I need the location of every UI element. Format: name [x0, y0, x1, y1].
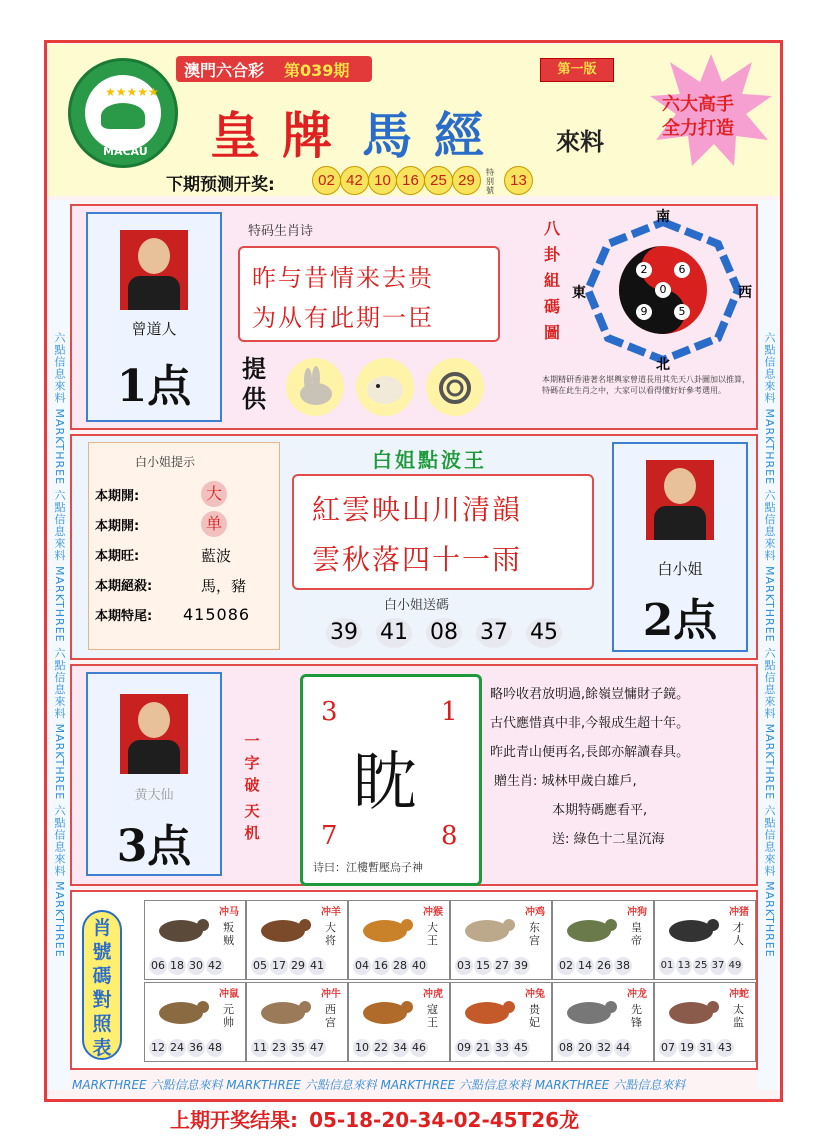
footer — [170, 1104, 690, 1134]
animal-icon — [459, 913, 515, 949]
macau-emblem-logo: ★★★★★ MACAU — [68, 58, 178, 168]
corner-num: 8 — [441, 821, 458, 851]
send-nums — [326, 618, 586, 652]
tips-box — [88, 442, 280, 650]
issue-left: 澳門六合彩 — [184, 61, 265, 80]
poem-box — [238, 246, 500, 342]
zodiac-number: 04 — [353, 957, 371, 975]
zodiac-number: 46 — [410, 1039, 428, 1057]
zodiac-numbers — [455, 1036, 531, 1057]
zodiac-number: 49 — [727, 957, 743, 975]
zodiac-number: 16 — [372, 957, 390, 975]
zodiac-number: 37 — [710, 957, 726, 975]
send-num: 08 — [426, 618, 462, 648]
bagua-diagram — [572, 209, 752, 373]
zodiac-clash: 冲牛 — [321, 989, 341, 1000]
zodiac-numbers — [149, 954, 225, 975]
zodiac-numbers — [659, 953, 744, 975]
zodiac-number: 38 — [614, 957, 632, 975]
grid-label: 肖 號 碼 對 照 表 — [82, 910, 122, 1060]
zodiac-cell — [246, 982, 348, 1062]
person-name: 黄大仙 — [134, 788, 174, 803]
provide-label: 提 供 — [242, 355, 266, 413]
logo-text: MACAU — [103, 145, 148, 158]
bagua-num: 9 — [636, 304, 652, 320]
photo-card-zeng — [86, 212, 222, 422]
points-label: 1点 — [116, 361, 192, 412]
zodiac-number: 01 — [659, 957, 675, 975]
riddle-line: 本期特碼應看平, — [552, 803, 648, 818]
zodiac-clash: 冲蛇 — [729, 989, 749, 1000]
zodiac-cell — [654, 982, 756, 1062]
guinea-pig-icon — [356, 358, 414, 416]
zodiac-title: 叛贼 — [223, 921, 234, 947]
zodiac-clash: 冲兔 — [525, 989, 545, 1000]
center-title: 白姐點波王 — [372, 448, 487, 472]
animal-icon — [357, 913, 413, 949]
special-label: 特别號 — [486, 168, 494, 195]
zodiac-number: 10 — [353, 1039, 371, 1057]
vertical-tagline: 一 字 破 天 机 — [244, 732, 260, 842]
predict-balls — [312, 166, 572, 196]
zodiac-numbers — [659, 1036, 735, 1057]
zodiac-title: 东宫 — [529, 921, 540, 947]
send-num: 45 — [526, 618, 562, 648]
zodiac-number: 17 — [270, 957, 288, 975]
animal-icon — [153, 995, 209, 1031]
dir-north: 北 — [656, 357, 670, 373]
animal-icon — [357, 995, 413, 1031]
zodiac-title: 寇王 — [427, 1003, 438, 1029]
lotus-icon — [101, 103, 145, 129]
points-label: 3点 — [116, 821, 192, 872]
zodiac-clash: 冲鼠 — [219, 989, 239, 1000]
title-char: 經 — [434, 106, 484, 165]
zodiac-number: 08 — [557, 1039, 575, 1057]
bagua-num: 6 — [674, 262, 690, 278]
zodiac-numbers — [251, 954, 327, 975]
header — [48, 44, 779, 196]
predict-label: 下期预测开奖: — [166, 175, 275, 195]
zodiac-clash: 冲鸡 — [525, 907, 545, 918]
zodiac-number: 19 — [678, 1039, 696, 1057]
zodiac-number: 18 — [168, 957, 186, 975]
zodiac-number: 36 — [187, 1039, 205, 1057]
zodiac-number: 20 — [576, 1039, 594, 1057]
riddle-line: 略吟收君放明過,餘嶺豈慵財子鏡。 — [490, 687, 690, 702]
zodiac-numbers — [557, 954, 633, 975]
animal-icon — [561, 913, 617, 949]
zodiac-title: 先锋 — [631, 1003, 642, 1029]
zodiac-number: 03 — [455, 957, 473, 975]
send-num: 41 — [376, 618, 412, 648]
zodiac-numbers — [149, 1036, 225, 1057]
riddle-line: 贈生肖: 城林甲歲白雄戶, — [494, 774, 637, 789]
zodiac-number: 12 — [149, 1039, 167, 1057]
rabbit-icon — [286, 358, 344, 416]
zodiac-grid — [144, 900, 756, 1064]
zodiac-cell — [144, 900, 246, 980]
zodiac-title: 大将 — [325, 921, 336, 947]
tip-row: 本期絕殺: 馬，豬 — [95, 577, 247, 595]
zodiac-title: 元帅 — [223, 1003, 234, 1029]
dir-south: 南 — [656, 209, 670, 225]
zodiac-cell — [246, 900, 348, 980]
zodiac-title: 才人 — [733, 921, 744, 947]
source-label: 來料 — [556, 128, 604, 156]
zodiac-number: 34 — [391, 1039, 409, 1057]
zodiac-numbers — [455, 954, 531, 975]
zodiac-number: 35 — [289, 1039, 307, 1057]
zodiac-number: 45 — [512, 1039, 530, 1057]
poem-line: 雲秋落四十一雨 — [312, 543, 523, 576]
zodiac-clash: 冲虎 — [423, 989, 443, 1000]
main-title — [210, 96, 510, 165]
predict-ball: 29 — [452, 166, 481, 195]
zodiac-number: 47 — [308, 1039, 326, 1057]
zodiac-title: 大王 — [427, 921, 438, 947]
send-num: 37 — [476, 618, 512, 648]
zodiac-numbers — [353, 954, 429, 975]
tip-row: 本期旺: 藍波 — [95, 547, 232, 565]
corner-num: 1 — [441, 697, 458, 727]
zodiac-cell — [348, 900, 450, 980]
predict-ball: 25 — [424, 166, 453, 195]
zodiac-number: 39 — [512, 957, 530, 975]
zodiac-number: 33 — [493, 1039, 511, 1057]
zodiac-clash: 冲马 — [219, 907, 239, 918]
zodiac-number: 30 — [187, 957, 205, 975]
right-side-strip: 六點信息來料 MARKTHREE 六點信息來料 MARKTHREE 六點信息來料 MARKTHREE 六點信息來料 MARKTHREE — [758, 200, 780, 1090]
dir-east: 東 — [572, 285, 586, 301]
tip-row: 本期開: 大 — [95, 485, 275, 515]
slogan-burst — [648, 52, 774, 168]
avatar — [120, 230, 188, 310]
zodiac-number: 48 — [206, 1039, 224, 1057]
send-label: 白小姐送碼 — [384, 598, 450, 613]
poem-box-2 — [292, 474, 594, 590]
zodiac-section — [70, 890, 758, 1070]
dir-west: 西 — [738, 285, 752, 301]
snake-icon — [426, 358, 484, 416]
footer-result: 05-18-20-34-02-45T26龙 — [309, 1108, 580, 1132]
slogan-line: 全力打造 — [662, 118, 734, 139]
zodiac-cell — [348, 982, 450, 1062]
zodiac-number: 14 — [576, 957, 594, 975]
riddle-line: 古代應惜真中非,今報成生超十年。 — [490, 716, 690, 731]
left-side-strip: 六點信息來料 MARKTHREE 六點信息來料 MARKTHREE 六點信息來料 MARKTHREE 六點信息來料 MARKTHREE — [48, 200, 70, 1090]
bagua-num: 0 — [655, 282, 671, 298]
animal-icon — [663, 995, 719, 1031]
zodiac-cell — [552, 982, 654, 1062]
predict-ball: 16 — [396, 166, 425, 195]
section-huang — [70, 664, 758, 886]
section-zeng — [70, 204, 758, 430]
predict-ball: 02 — [312, 166, 341, 195]
zodiac-clash: 冲狗 — [627, 907, 647, 918]
poem-line: 诗曰：江樓暫壓烏子神 — [313, 861, 423, 874]
photo-card-bai — [612, 442, 748, 652]
riddle-line: 昨此青山便再名,長郎亦解讀春具。 — [490, 745, 690, 760]
bagua-num: 5 — [674, 304, 690, 320]
zodiac-number: 06 — [149, 957, 167, 975]
zodiac-number: 32 — [595, 1039, 613, 1057]
bagua-num: 2 — [636, 262, 652, 278]
slogan-line: 六大高手 — [662, 94, 734, 115]
riddle-char: 眈 — [353, 746, 417, 820]
zodiac-number: 11 — [251, 1039, 269, 1057]
poem-line: 为从有此期一臣 — [252, 304, 434, 332]
zodiac-clash: 冲猪 — [729, 907, 749, 918]
zodiac-clash: 冲龙 — [627, 989, 647, 1000]
corner-num: 3 — [321, 697, 338, 727]
char-box — [300, 674, 482, 886]
issue-banner — [176, 56, 372, 82]
bagua-note: 本期精研香港著名堪輿家曾道長用其先天八卦圖加以推算，特碼在此生肖之中，大家可以看得懂好好參考選用。 — [542, 375, 750, 395]
zodiac-number: 23 — [270, 1039, 288, 1057]
poem-line: 昨与昔情来去贵 — [252, 264, 434, 292]
points-label: 2点 — [642, 595, 718, 646]
zodiac-cell — [450, 900, 552, 980]
zodiac-cell — [552, 900, 654, 980]
footer-label: 上期开奖结果: — [170, 1108, 298, 1132]
zodiac-title: 皇帝 — [631, 921, 642, 947]
zodiac-numbers — [251, 1036, 327, 1057]
person-name: 曾道人 — [131, 320, 177, 338]
riddle-line: 送: 綠色十二星沉海 — [552, 832, 665, 847]
zodiac-number: 42 — [206, 957, 224, 975]
animal-icon — [255, 995, 311, 1031]
zodiac-clash: 冲猴 — [423, 907, 443, 918]
animal-icon — [459, 995, 515, 1031]
zodiac-number: 07 — [659, 1039, 677, 1057]
zodiac-clash: 冲羊 — [321, 907, 341, 918]
zodiac-title: 太监 — [733, 1003, 744, 1029]
animal-icon — [153, 913, 209, 949]
zodiac-number: 28 — [391, 957, 409, 975]
title-char: 牌 — [282, 106, 332, 165]
zodiac-number: 21 — [474, 1039, 492, 1057]
bagua-label: 八 卦 組 碼 圖 — [544, 219, 561, 342]
animal-icon — [561, 995, 617, 1031]
edition-badge: 第一版 — [540, 58, 614, 82]
issue-number: 第039期 — [284, 61, 350, 80]
tips-list — [95, 485, 275, 635]
title-char: 馬 — [362, 106, 412, 165]
zodiac-number: 31 — [697, 1039, 715, 1057]
zodiac-number: 29 — [289, 957, 307, 975]
zodiac-number: 27 — [493, 957, 511, 975]
animal-icon — [663, 913, 719, 949]
zodiac-numbers — [557, 1036, 633, 1057]
zodiac-number: 05 — [251, 957, 269, 975]
zodiac-title: 西宫 — [325, 1003, 336, 1029]
bottom-strip: MARKTHREE 六點信息來料 MARKTHREE 六點信息來料 MARKTHREE 六點信息來料 MARKTHREE 六點信息來料 — [72, 1078, 686, 1092]
tip-row: 本期特尾: 415086 — [95, 605, 251, 624]
zodiac-number: 40 — [410, 957, 428, 975]
riddle-text — [490, 680, 756, 854]
section-bai — [70, 434, 758, 660]
animal-icon — [255, 913, 311, 949]
predict-ball: 10 — [368, 166, 397, 195]
zodiac-numbers — [353, 1036, 429, 1057]
zodiac-number: 15 — [474, 957, 492, 975]
zodiac-cell — [144, 982, 246, 1062]
zodiac-cell — [450, 982, 552, 1062]
title-char: 皇 — [210, 106, 260, 165]
zodiac-number: 22 — [372, 1039, 390, 1057]
zodiac-number: 43 — [716, 1039, 734, 1057]
person-name: 白小姐 — [657, 560, 703, 578]
zodiac-number: 09 — [455, 1039, 473, 1057]
zodiac-number: 26 — [595, 957, 613, 975]
poem-line: 紅雲映山川清韻 — [312, 493, 523, 526]
predict-ball: 42 — [340, 166, 369, 195]
poem-label: 特码生肖诗 — [248, 224, 314, 239]
photo-card-huang — [86, 672, 222, 876]
zodiac-number: 25 — [693, 957, 709, 975]
zodiac-number: 41 — [308, 957, 326, 975]
zodiac-number: 24 — [168, 1039, 186, 1057]
corner-num: 7 — [321, 821, 338, 851]
send-num: 39 — [326, 618, 362, 648]
tips-title: 白小姐提示 — [135, 455, 196, 469]
avatar — [646, 460, 714, 540]
avatar — [120, 694, 188, 774]
zodiac-number: 13 — [676, 957, 692, 975]
special-ball: 13 — [504, 166, 533, 195]
zodiac-number: 02 — [557, 957, 575, 975]
zodiac-title: 贵妃 — [529, 1003, 540, 1029]
zodiac-cell — [654, 900, 756, 980]
tip-row: 本期開: 单 — [95, 515, 275, 545]
zodiac-number: 44 — [614, 1039, 632, 1057]
